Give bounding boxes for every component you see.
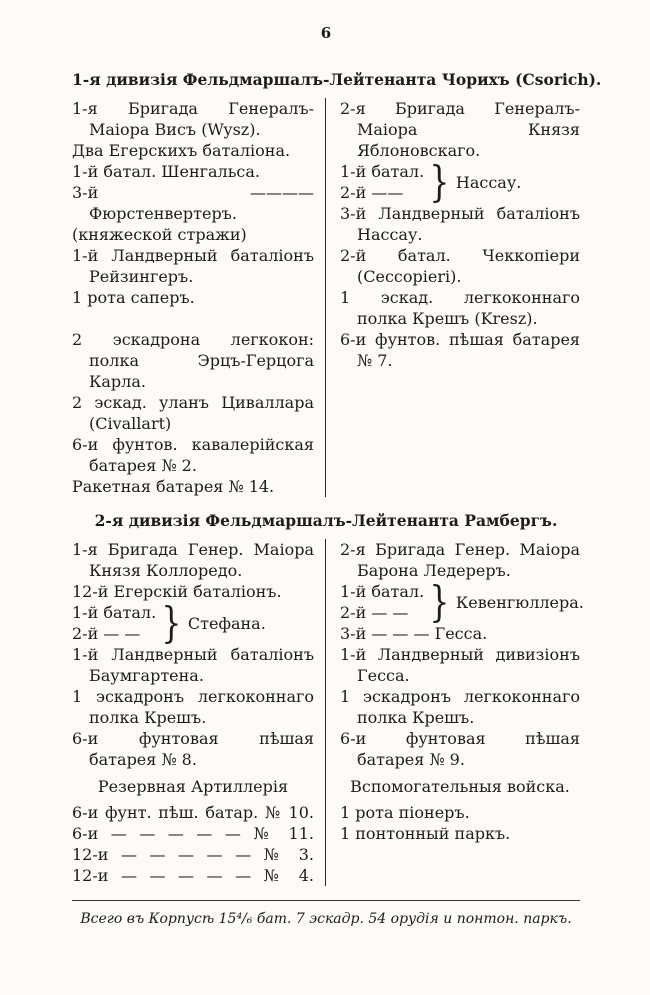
- division-2-brigade-2-column: [326, 539, 584, 886]
- unit-entry: Два Егерскихъ баталіона.: [72, 141, 291, 160]
- auxiliary-troops-subheading: Вспомогательныя войска.: [350, 777, 570, 796]
- battery-entry: 6-и — — — — — № 11.: [72, 824, 314, 843]
- unit-entry: 1 рота саперъ.: [72, 288, 195, 307]
- unit-entry: 1 рота піонеръ.: [340, 803, 470, 822]
- battery-entry: 12-и — — — — — № 4.: [72, 866, 314, 885]
- division-2-heading: 2-я дивизія Фельдмаршалъ-Лейтенанта Рамбергъ.: [94, 511, 558, 530]
- unit-entry: 2-я Бригада Генералъ-Маіора Князя Яблоновскаго.: [340, 99, 580, 160]
- brace-glyph: }: [429, 157, 450, 206]
- division-1: [72, 70, 602, 497]
- division-1-brigade-2-column: [326, 98, 580, 497]
- unit-entry: 3-й — — — Гесса.: [340, 624, 488, 643]
- unit-entry: 2-й — —: [340, 603, 409, 622]
- unit-entry: 1-й батал. Шенгальса.: [72, 162, 261, 181]
- page-number: 6: [320, 24, 332, 42]
- unit-entry: 1 эскад. легкоконнаго полка Крешъ (Kresz).: [340, 288, 580, 328]
- reserve-artillery-subheading: Резервная Артиллерія: [97, 777, 289, 796]
- division-1-columns: [72, 98, 580, 497]
- division-2-brigade-1-column: [72, 539, 326, 886]
- unit-entry: 3-й Ландверный баталіонъ Нассау.: [340, 204, 580, 244]
- unit-entry: 1 понтонный паркъ.: [340, 824, 511, 843]
- battalion-brace-group: [340, 157, 580, 206]
- brace-group-label: Стефана.: [187, 613, 266, 633]
- unit-entry: 6-и фунтовая пѣшая батарея № 9.: [340, 729, 580, 769]
- unit-entry: 2-й ——: [340, 183, 404, 202]
- unit-entry: Ракетная батарея № 14.: [72, 477, 275, 496]
- battery-entry: 6-и фунт. пѣш. батар. № 10.: [72, 803, 314, 822]
- division-1-heading: 1-я дивизія Фельдмаршалъ-Лейтенанта Чорихъ (Csorich).: [72, 70, 602, 89]
- unit-entry: 3-й ———— Фюрстенвертеръ.: [72, 183, 314, 223]
- brace-lines: [340, 581, 424, 623]
- unit-entry: 12-й Егерскій баталіонъ.: [72, 582, 282, 601]
- unit-entry: 1-й батал.: [340, 582, 425, 601]
- corps-total-summary: Всего въ Корпусѣ 15⁴/₆ бат. 7 эскадр. 54 орудія и понтон. паркъ.: [80, 911, 572, 927]
- unit-entry: 2 эскадрона легкокон: полка Эрцъ-Герцога Карла.: [72, 330, 314, 391]
- division-2: [72, 511, 584, 886]
- unit-entry: 1-я Бригада Генералъ-Маіора Висъ (Wysz).: [72, 99, 314, 139]
- unit-entry: 2-й — —: [72, 624, 141, 643]
- unit-entry: 2-й батал. Чеккопіери (Ceccopieri).: [340, 246, 580, 286]
- brace-lines: [340, 161, 424, 203]
- brace-glyph: }: [429, 577, 450, 626]
- unit-entry: 2 эскад. уланъ Циваллара (Civallart): [72, 393, 314, 433]
- brace-glyph: }: [161, 598, 182, 647]
- unit-entry: 1-й Ландверный дивизіонъ Гесса.: [340, 645, 580, 685]
- unit-entry: 1-й Ландверный баталіонъ Баумгартена.: [72, 645, 314, 685]
- unit-entry: 6-и фунтов. кавалерійская батарея № 2.: [72, 435, 314, 475]
- division-2-columns: [72, 539, 584, 886]
- unit-entry: 1-й батал.: [72, 603, 157, 622]
- unit-entry: 6-и фунтовая пѣшая батарея № 8.: [72, 729, 314, 769]
- brace-group-label: Кевенгюллера.: [455, 592, 584, 612]
- unit-entry: 1-я Бригада Генер. Маіора Князя Коллоредо.: [72, 540, 314, 580]
- brace-group-label: Нассау.: [455, 172, 522, 192]
- unit-entry-note: (княжеской стражи): [72, 225, 247, 244]
- division-1-brigade-1-column: [72, 98, 326, 497]
- unit-entry: 1-й Ландверный баталіонъ Рейзингеръ.: [72, 246, 314, 286]
- footer-divider-rule: [72, 900, 580, 901]
- battery-entry: 12-и — — — — — № 3.: [72, 845, 314, 864]
- unit-entry: 2-я Бригада Генер. Маіора Барона Ледереръ.: [340, 540, 580, 580]
- unit-entry: 6-и фунтов. пѣшая батарея № 7.: [340, 330, 580, 370]
- unit-entry: 1 эскадронъ легкоконнаго полка Крешъ.: [72, 687, 314, 727]
- brace-lines: [72, 602, 156, 644]
- battalion-brace-group: [340, 577, 584, 626]
- battalion-brace-group: [72, 598, 314, 647]
- unit-entry: 1 эскадронъ легкоконнаго полка Крешъ.: [340, 687, 580, 727]
- unit-entry: 1-й батал.: [340, 162, 425, 181]
